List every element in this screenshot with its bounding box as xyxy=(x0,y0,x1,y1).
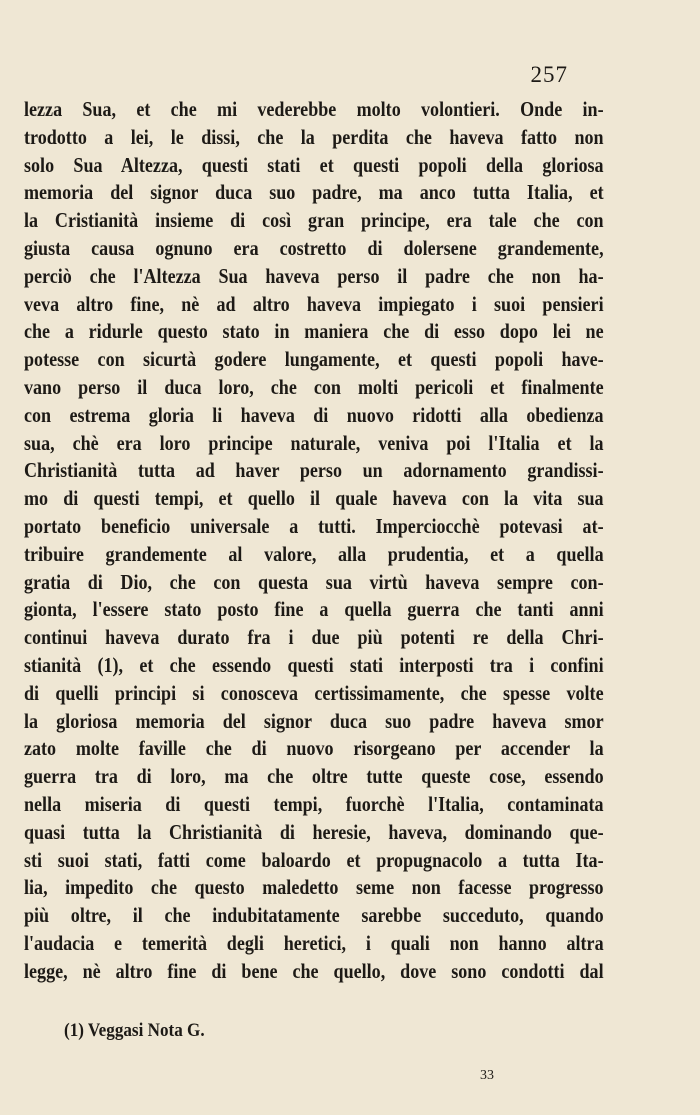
text-line: più oltre, il che indubitatamente sarebbe succeduto, quando xyxy=(24,903,604,928)
text-line: potesse con sicurtà godere lungamente, et questi popoli have- xyxy=(24,347,604,372)
text-line: giusta causa ognuno era costretto di dolersene grandemente, xyxy=(24,235,604,260)
text-line: con estrema gloria li haveva di nuovo ridotti alla obedienza xyxy=(24,402,604,427)
text-line: di quelli principi si conosceva certissimamente, che spesse volte xyxy=(24,680,604,705)
text-line: sti suoi stati, fatti come baloardo et propugnacolo a tutta Ita- xyxy=(24,847,604,872)
body-text xyxy=(24,96,604,986)
text-line: gratia di Dio, che con questa sua virtù haveva sempre con- xyxy=(24,569,604,594)
text-line: che a ridurle questo stato in maniera che di esso dopo lei ne xyxy=(24,319,604,344)
footnote: (1) Veggasi Nota G. xyxy=(64,1020,205,1041)
text-line: lezza Sua, et che mi vederebbe molto volontieri. Onde in- xyxy=(24,97,604,121)
text-line: vano perso il duca loro, che con molti pericoli et finalmente xyxy=(24,374,604,399)
text-line: guerra tra di loro, ma che oltre tutte queste cose, essendo xyxy=(24,764,604,789)
text-line: la Cristianità insieme di così gran principe, era tale che con xyxy=(24,208,604,233)
text-line: solo Sua Altezza, questi stati et questi popoli della gloriosa xyxy=(24,152,604,177)
text-line: memoria del signor duca suo padre, ma anco tutta Italia, et xyxy=(24,180,604,205)
page-number: 257 xyxy=(530,62,568,87)
signature-mark: 33 xyxy=(480,1068,494,1083)
text-line: quasi tutta la Christianità di heresie, haveva, dominando que- xyxy=(24,819,604,844)
text-line: lia, impedito che questo maledetto seme non facesse progresso xyxy=(24,875,604,900)
text-line: zato molte faville che di nuovo risorgeano per accender la xyxy=(24,736,604,761)
text-line: nella miseria di questi tempi, fuorchè l'Italia, contaminata xyxy=(24,791,604,816)
text-line: portato beneficio universale a tutti. Imperciocchè potevasi at- xyxy=(24,513,604,538)
text-line: continui haveva durato fra i due più potenti re della Chri- xyxy=(24,625,604,650)
text-line: perciò che l'Altezza Sua haveva perso il padre che non ha- xyxy=(24,263,604,288)
text-line: trodotto a lei, le dissi, che la perdita che haveva fatto non xyxy=(24,124,604,149)
text-line: stianità (1), et che essendo questi stati interposti tra i confini xyxy=(24,652,604,677)
text-line: la gloriosa memoria del signor duca suo padre haveva smor xyxy=(24,708,604,733)
text-line: sua, chè era loro principe naturale, veniva poi l'Italia et la xyxy=(24,430,604,455)
text-line: mo di questi tempi, et quello il quale haveva con la vita sua xyxy=(24,486,604,511)
text-line: Christianità tutta ad haver perso un adornamento grandissi- xyxy=(24,458,604,483)
text-line: gionta, l'essere stato posto fine a quella guerra che tanti anni xyxy=(24,597,604,622)
text-line: tribuire grandemente al valore, alla prudentia, et a quella xyxy=(24,541,604,566)
text-line: l'audacia e temerità degli heretici, i quali non hanno altra xyxy=(24,930,604,955)
text-line: veva altro fine, nè ad altro haveva impiegato i suoi pensieri xyxy=(24,291,604,316)
text-line: legge, nè altro fine di bene che quello, dove sono condotti dal xyxy=(24,958,604,983)
